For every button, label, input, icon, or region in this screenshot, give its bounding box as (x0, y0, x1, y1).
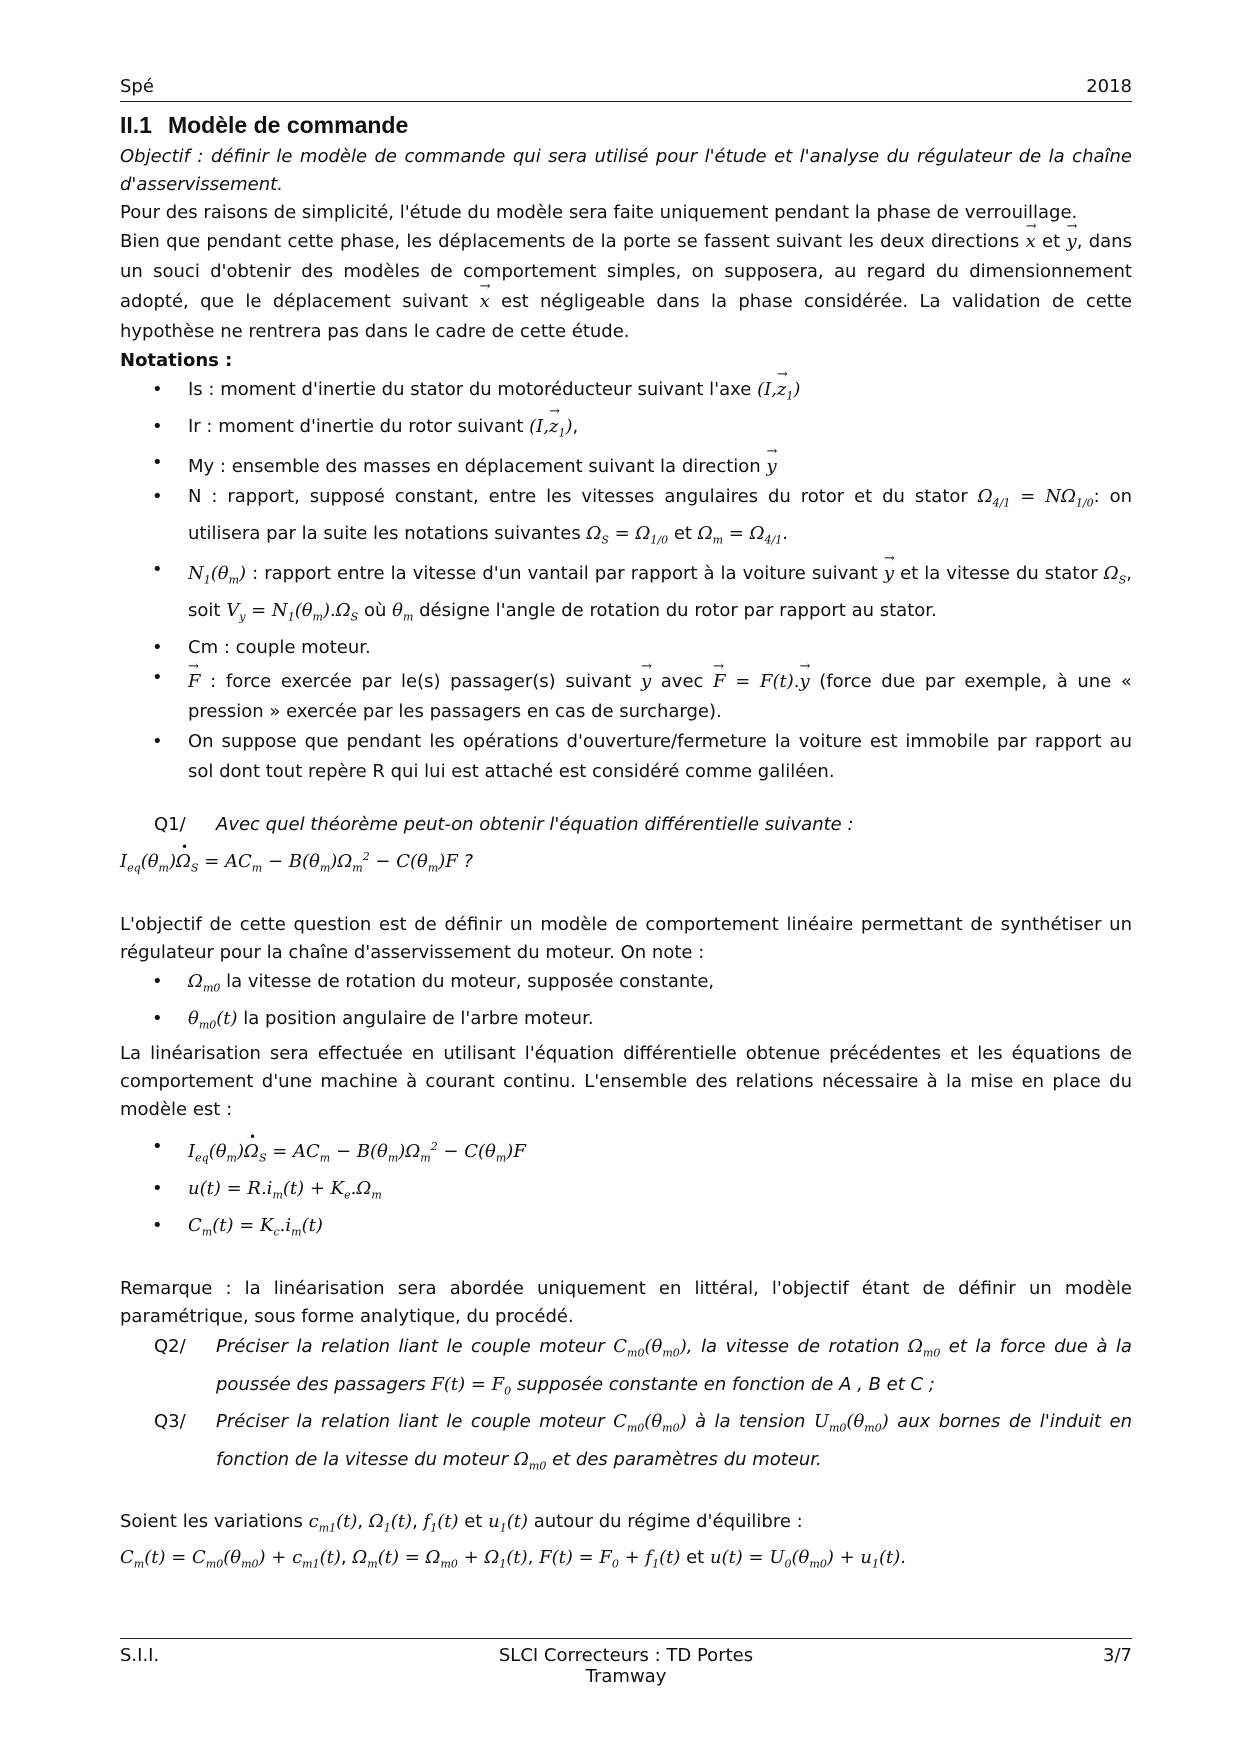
intro-p2d: est négligeable dans la phase considérée. La validation de cette hypothèse ne rentrera pas dans le cadre de cette étude. (120, 291, 1132, 342)
list-item: • My : ensemble des masses en déplacement suivant la direction → y (120, 448, 1132, 482)
q1-equation: $I_{eq}(\theta_m)•$ $\Omega_S = AC_m - B(\theta_m)\Omega_m^2 - C(\theta_m)F$ ? (120, 840, 1132, 886)
list-item: • Cm : couple moteur. (120, 633, 1132, 663)
list-item: • On suppose que pendant les opérations d'ouverture/fermeture la voiture est immobile par rapport au sol dont tout repère R qui lui est attaché est considéré comme galiléen. (120, 727, 1132, 787)
header-left: Spé (120, 76, 154, 97)
section-title-text: Modèle de commande (167, 112, 409, 138)
list-item: • $N_1(\theta_m)$ : rapport entre la vitesse d'un vantail par rapport à la voiture suivant → y et la vitesse du stator $\Omega_S$, soit $V_y = N_1(\theta_m).\Omega_S$ où $\theta_m$ désigne l'angle de rotation du rotor par rapport au stator. (120, 555, 1132, 632)
intro-p2b: et (1042, 231, 1061, 252)
list-item: • $\theta_{m0}(t)$ la position angulaire de l'arbre moteur. (120, 1004, 1132, 1041)
notations-title: Notations : (120, 350, 233, 371)
question-q2: Q2/ Préciser la relation liant le couple moteur $C_{m0}(\theta_{m0})$, la vitesse de rotation $\Omega_{m0}$ et la force due à la poussée des passagers $F(t) = F_0$ supposée constante en fonction de A , B et C ; (154, 1336, 1132, 1398)
page-footer (120, 1638, 1132, 1687)
page-header (120, 76, 1132, 102)
list-item: • $I_{eq}(\theta_m)•$ $\Omega_S = AC_m - B(\theta_m)\Omega_m^2 - C(\theta_m)F$ (120, 1132, 1132, 1174)
lin-p2: La linéarisation sera effectuée en utilisant l'équation différentielle obtenue précédentes et les équations de comportement d'une machine à courant continu. L'ensemble des relations nécessaire à la mise en place du modèle est : (120, 1043, 1132, 1121)
list-item: • $u(t) = R.i_m(t) + K_e.\Omega_m$ (120, 1174, 1132, 1211)
remark: Remarque : la linéarisation sera abordée uniquement en littéral, l'objectif étant de définir un modèle paramétrique, sous forme analytique, du procédé. (120, 1278, 1132, 1328)
section-title (120, 112, 1132, 139)
variations-equations: $C_m(t) = C_{m0}(\theta_{m0}) + c_{m1}(t)$, $\Omega_m(t) = \Omega_{m0} + \Omega_1(t)$, $F(t) = F_0 + f_1(t)$ et $u(t) = U_0(\theta_{m0}) + u_1(t)$. (120, 1547, 906, 1571)
intro-p2c: , dans un souci d'obtenir des modèles de comportement simples, on supposera, au regard du dimensionnement adopté, que le déplacement suivant (120, 231, 1132, 312)
list-item: • $C_m(t) = K_c.i_m(t)$ (120, 1211, 1132, 1248)
notations-list (120, 375, 1132, 787)
lin-list (120, 967, 1132, 1040)
list-item: • $\Omega_{m0}$ la vitesse de rotation du moteur, supposée constante, (120, 967, 1132, 1004)
model-equations (120, 1132, 1132, 1247)
header-right: 2018 (1086, 76, 1132, 97)
footer-left: S.I.I. (120, 1645, 160, 1666)
intro-p1: Pour des raisons de simplicité, l'étude du modèle sera faite uniquement pendant la phase de verrouillage. (120, 202, 1078, 223)
objective: Objectif : définir le modèle de commande qui sera utilisé pour l'étude et l'analyse du régulateur de la chaîne d'asservissement. (120, 146, 1132, 195)
question-q1: Q1/ Avec quel théorème peut-on obtenir l'équation différentielle suivante : (154, 813, 854, 835)
section-number: II.1 (120, 112, 152, 138)
lin-p1: L'objectif de cette question est de définir un modèle de comportement linéaire permettant de synthétiser un régulateur pour la chaîne d'asservissement du moteur. On note : (120, 914, 1132, 964)
intro-p2: Bien que pendant cette phase, les déplacements de la porte se fassent suivant les deux directions → x et → y, dans un souci d'obtenir des modèles de comportement simples, on supposera, au regard du dimensionnement adopté, que le déplacement suivant → x est négligeable dans la phase considérée. La validation de cette hypothèse ne rentrera pas dans le cadre de cette étude. (120, 227, 1132, 347)
page (120, 76, 1132, 1581)
footer-center: SLCI Correcteurs : TD Portes Tramway (498, 1645, 754, 1687)
variations: Soient les variations $c_{m1}(t)$, $\Omega_1(t)$, $f_1(t)$ et $u_1(t)$ autour du régime d'équilibre : (120, 1510, 803, 1535)
page-number: 3/7 (1103, 1645, 1132, 1666)
intro-p2a: Bien que pendant cette phase, les déplacements de la porte se fassent suivant les deux directions (120, 231, 1020, 252)
list-item: • Is : moment d'inertie du stator du motoréducteur suivant l'axe $(I,\to z_1)$ (120, 375, 1132, 412)
list-item: • Ir : moment d'inertie du rotor suivant $(I,\to z_1)$, (120, 412, 1132, 449)
question-q3: Q3/ Préciser la relation liant le couple moteur $C_{m0}(\theta_{m0})$ à la tension $U_{m0}(\theta_{m0})$ aux bornes de l'induit en fonction de la vitesse du moteur $\Omega_{m0}$ et des paramètres du moteur. (154, 1411, 1132, 1473)
list-item: • N : rapport, supposé constant, entre les vitesses angulaires du rotor et du stator $\Omega_{4/1} = N\Omega_{1/0}$: on utilisera par la suite les notations suivantes $\Omega_S = \Omega_{1/0}$ et $\Omega_m = \Omega_{4/1}$. (120, 482, 1132, 555)
list-item: • → F : force exercée par le(s) passager(s) suivant → y avec → F = F(t).→ y (force due par exemple, à une « pression » exercée par les passagers en cas de surcharge). (120, 663, 1132, 727)
